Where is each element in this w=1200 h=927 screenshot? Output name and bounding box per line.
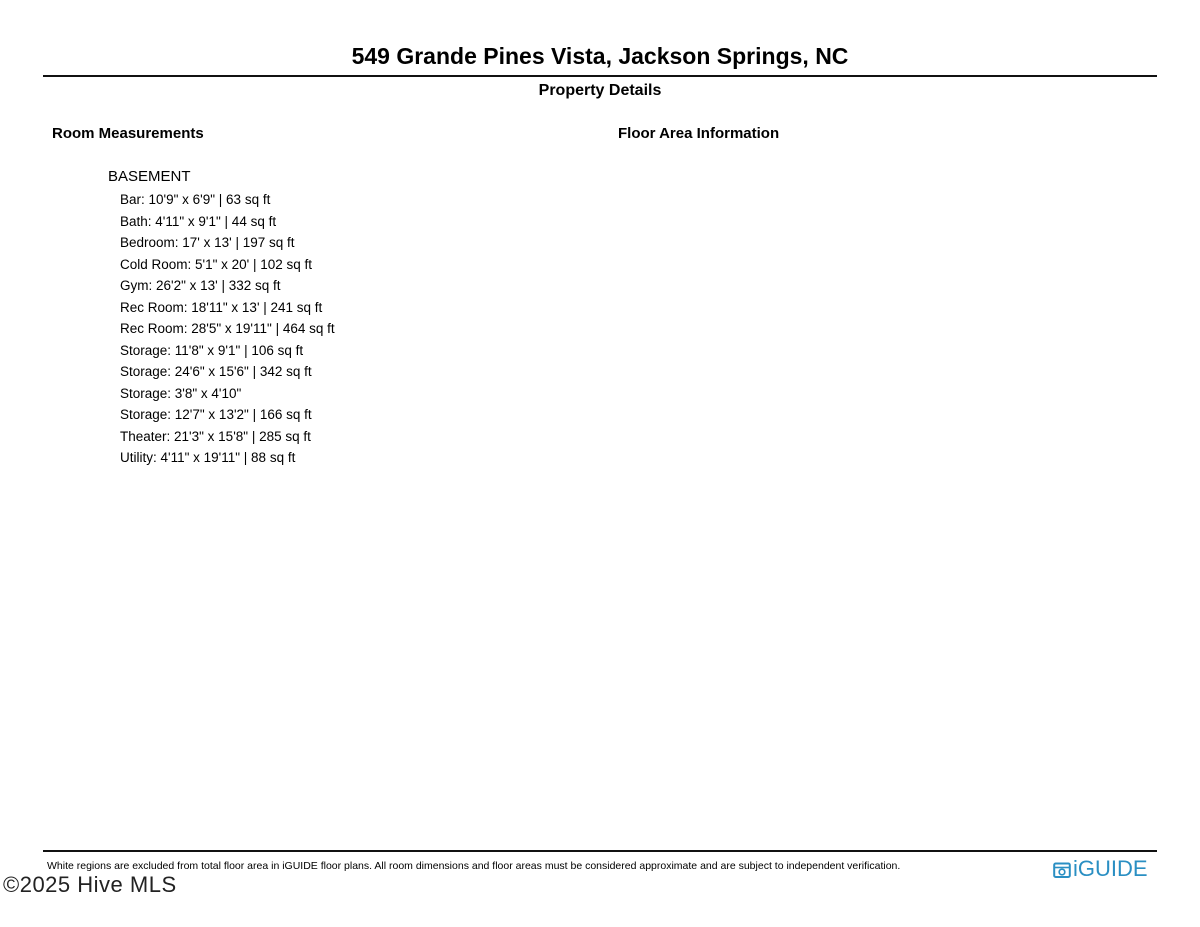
room-list bbox=[120, 189, 335, 469]
footer-divider bbox=[43, 850, 1157, 852]
room-item: Theater: 21'3" x 15'8" | 285 sq ft bbox=[120, 428, 311, 444]
floor-area-heading: Floor Area Information bbox=[618, 125, 780, 142]
room-item: Bath: 4'11" x 9'1" | 44 sq ft bbox=[120, 213, 277, 229]
room-item: Storage: 11'8" x 9'1" | 106 sq ft bbox=[120, 342, 304, 358]
room-item: Cold Room: 5'1" x 20' | 102 sq ft bbox=[120, 256, 313, 272]
iguide-camera-icon bbox=[1053, 860, 1071, 878]
page-title: 549 Grande Pines Vista, Jackson Springs, NC bbox=[351, 43, 849, 69]
room-item: Bedroom: 17' x 13' | 197 sq ft bbox=[120, 235, 295, 250]
room-measurements-heading: Room Measurements bbox=[52, 125, 204, 142]
iguide-logo-text: iGUIDE bbox=[1073, 856, 1148, 881]
room-item: Rec Room: 18'11" x 13' | 241 sq ft bbox=[120, 299, 323, 315]
room-item: Gym: 26'2" x 13' | 332 sq ft bbox=[120, 278, 281, 293]
page-subtitle: Property Details bbox=[538, 82, 662, 99]
floor-name-basement: BASEMENT bbox=[108, 168, 191, 185]
iguide-logo bbox=[1053, 857, 1148, 881]
room-item: Utility: 4'11" x 19'11" | 88 sq ft bbox=[120, 450, 296, 465]
room-item: Storage: 3'8" x 4'10" bbox=[120, 385, 242, 401]
copyright-watermark: ©2025 Hive MLS bbox=[3, 872, 177, 897]
disclaimer-text: White regions are excluded from total floor area in iGUIDE floor plans. All room dimensions and floor areas must be considered approximate and are subject to independent verification. bbox=[47, 860, 901, 872]
room-item: Storage: 12'7" x 13'2" | 166 sq ft bbox=[120, 407, 312, 422]
room-item: Storage: 24'6" x 15'6" | 342 sq ft bbox=[120, 364, 312, 379]
header-divider bbox=[43, 75, 1157, 77]
room-item: Bar: 10'9" x 6'9" | 63 sq ft bbox=[120, 192, 271, 207]
room-item: Rec Room: 28'5" x 19'11" | 464 sq ft bbox=[120, 321, 335, 336]
